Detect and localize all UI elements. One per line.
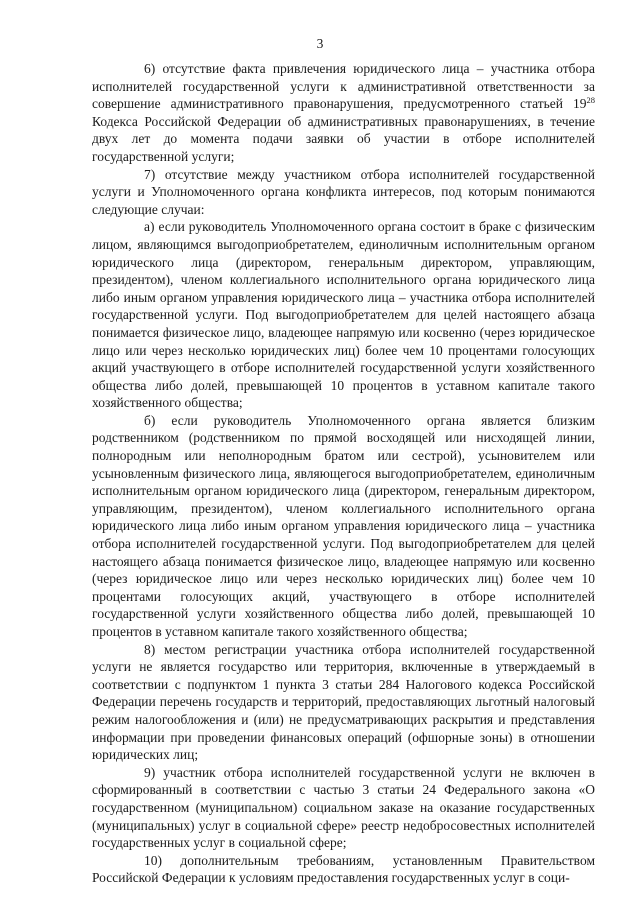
paragraph-text: 9) участник отбора исполнителей государственной услуги не включен в сформированный в соответствии с частью 3 статьи 24 Федерального закона «О государственном (муниципальном) социальном заказе на оказание государственных (муниципальных) услуг в социальной сфере» реестр недобросовестных исполнителей государственных услуг в социальной сфере;	[92, 764, 595, 851]
page-number: 3	[316, 36, 324, 51]
paragraph-text: а) если руководитель Уполномоченного органа состоит в браке с физическим лицом, являющимся выгодоприобретателем, единоличным исполнительным органом юридического лица (директором, генеральным директором, управляющим, президентом), членом коллегиального исполнительного органа юридического лица либо иным органом управления юридического лица – участника отбора исполнителей государственной услуги. Под выгодоприобретателем для целей настоящего абзаца понимается физическое лицо, владеющее напрямую или косвенно (через юридическое лицо или через несколько юридических лиц) более чем 10 процентами голосующих акций участвующего в отборе исполнителей государственной услуги хозяйственного общества либо долей, превышающей 10 процентов в уставном капитале такого хозяйственного общества;	[92, 219, 595, 411]
paragraph-text: 10) дополнительным требованиям, установленным Правительством Российской Федерации к условиям предоставления государственных услуг в соци-	[92, 852, 595, 886]
paragraph-item-6	[92, 60, 595, 166]
paragraph-text: 7) отсутствие между участником отбора исполнителей государственной услуги и Уполномоченного органа конфликта интересов, под которым понимаются следующие случаи:	[92, 166, 595, 217]
paragraph-subitem-a	[92, 218, 595, 412]
article-superscript: 28	[586, 95, 595, 106]
paragraph-item-9	[92, 764, 595, 852]
paragraph-item-8	[92, 641, 595, 764]
paragraph-text: б) если руководитель Уполномоченного органа является близким родственником (родственником по прямой восходящей или нисходящей линии, полнородным или неполнородным братом или сестрой), усыновителем или усыновленным физического лица, являющегося выгодоприобретателем, единоличным исполнительным органом юридического лица (директором, генеральным директором, управляющим, президентом), членом коллегиального исполнительного органа юридического лица либо иным органом управления юридического лица – участника отбора исполнителей государственной услуги. Под выгодоприобретателем для целей настоящего абзаца понимается физическое лицо, владеющее напрямую или косвенно (через юридическое лицо или через несколько юридических лиц) более чем 10 процентами голосующих акций, участвующего в отборе исполнителей государственной услуги хозяйственного общества либо долей, превышающей 10 процентов в уставном капитале такого хозяйственного общества;	[92, 412, 595, 639]
paragraph-text: 8) местом регистрации участника отбора исполнителей государственной услуги не является государство или территория, включенные в утверждаемый в соответствии с подпунктом 1 пункта 3 статьи 284 Налогового кодекса Российской Федерации перечень государств и территорий, предоставляющих льготный налоговый режим налогообложения и (или) не предусматривающих раскрытия и представления информации при проведении финансовых операций (офшорные зоны) в отношении юридических лиц;	[92, 641, 595, 763]
paragraph-text: 6) отсутствие факта привлечения юридического лица – участника отбора исполнителей государственной услуги к административной ответственности за совершение административного правонарушения, предусмотренного статьей 19	[92, 61, 595, 112]
paragraph-item-10	[92, 852, 595, 887]
paragraph-item-7	[92, 166, 595, 219]
paragraph-text: Кодекса Российской Федерации об административных правонарушениях, в течение двух лет до момента подачи заявки об участии в отборе исполнителей государственной услуги;	[92, 113, 595, 164]
document-body	[92, 60, 595, 887]
paragraph-subitem-b	[92, 412, 595, 641]
